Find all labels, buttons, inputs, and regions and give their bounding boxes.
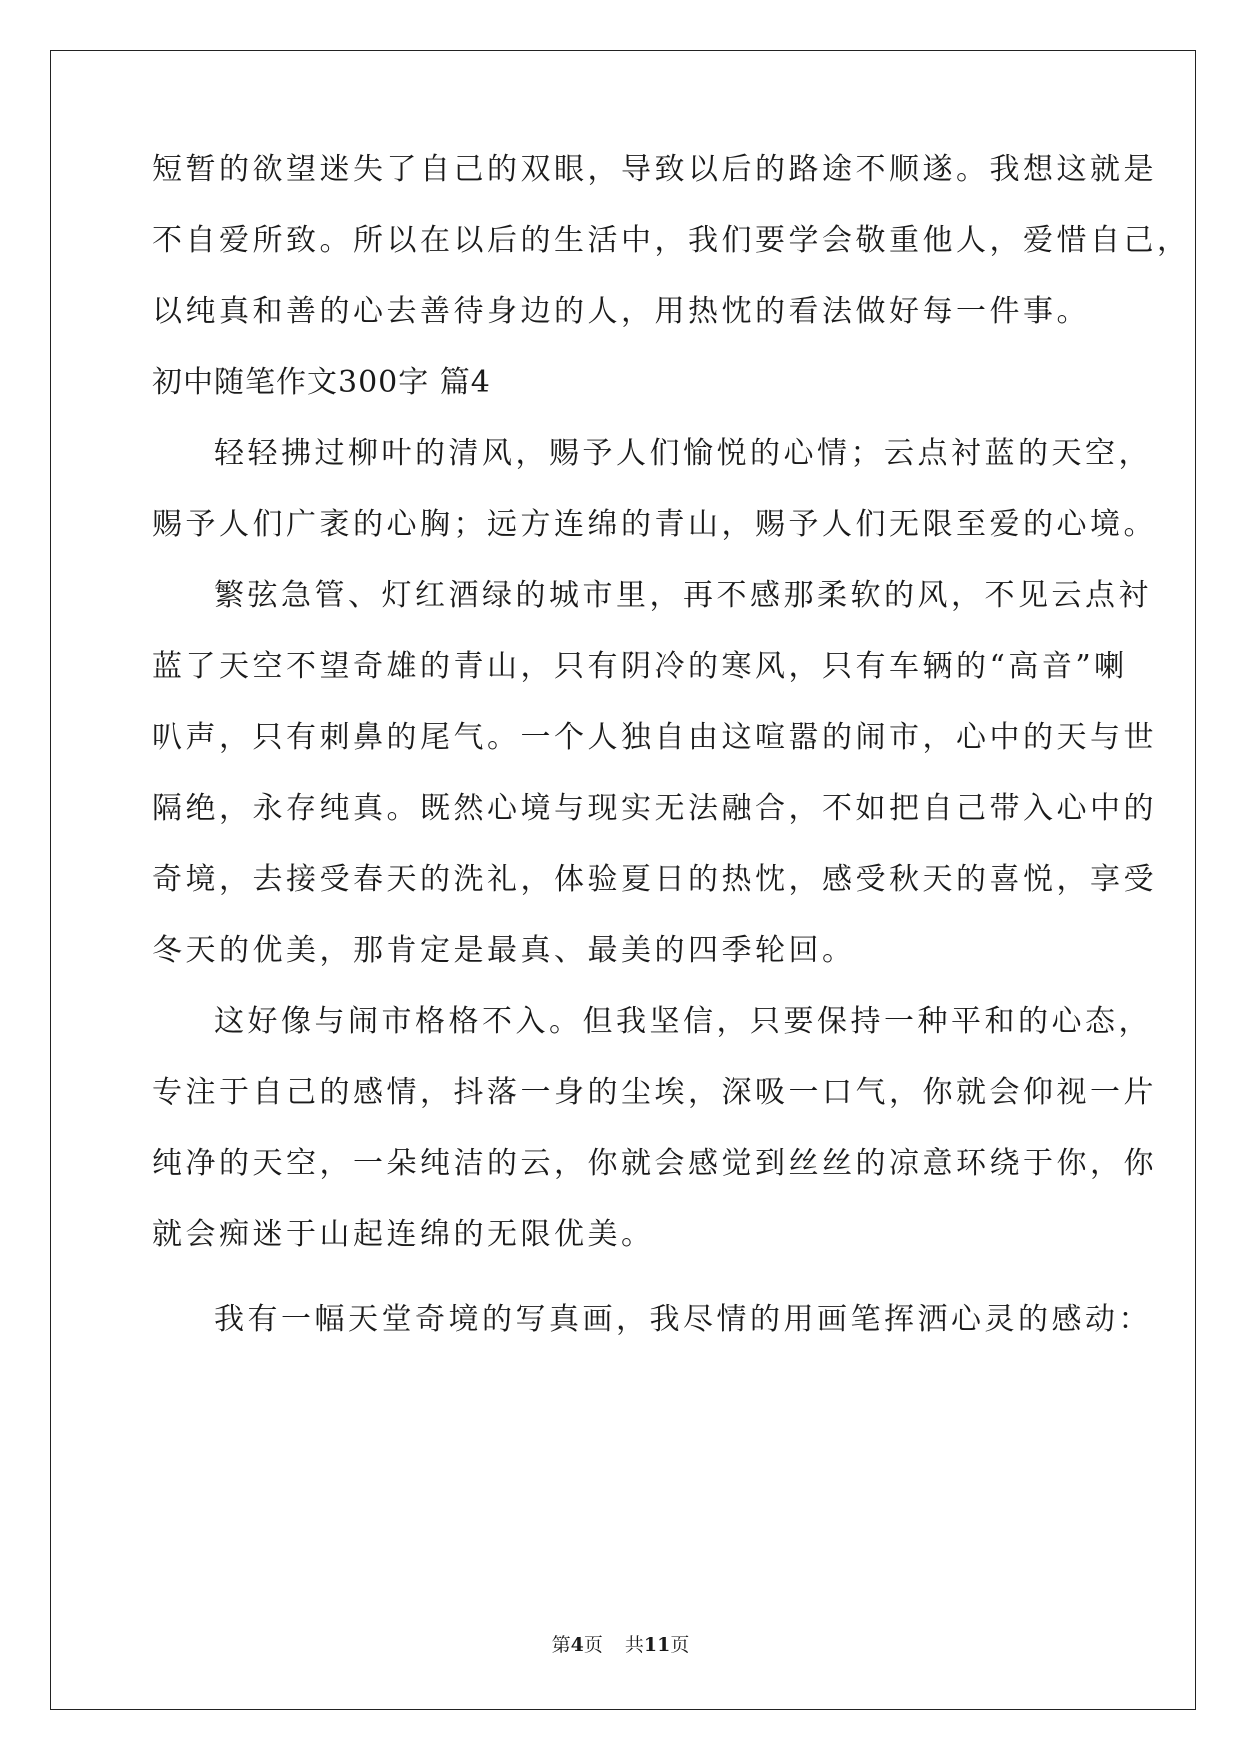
total-suffix: 页	[670, 1634, 690, 1656]
text-line: 蓝了天空不望奇雄的青山，只有阴冷的寒风，只有车辆的“高音”喇	[152, 649, 1128, 684]
text-line: 纯净的天空，一朵纯洁的云，你就会感觉到丝丝的凉意环绕于你，你	[152, 1146, 1157, 1181]
total-pages: 11	[643, 1634, 671, 1656]
text-line: 赐予人们广袤的心胸；远方连绵的青山，赐予人们无限至爱的心境。	[152, 507, 1157, 542]
page-footer	[0, 1633, 1241, 1657]
text-line: 短暂的欲望迷失了自己的双眼，导致以后的路途不顺遂。我想这就是	[152, 152, 1157, 187]
text-line: 就会痴迷于山起连绵的无限优美。	[152, 1217, 655, 1252]
text-line: 叭声，只有刺鼻的尾气。一个人独自由这喧嚣的闹市，心中的天与世	[152, 720, 1157, 755]
text-line: 专注于自己的感情，抖落一身的尘埃，深吸一口气，你就会仰视一片	[152, 1075, 1157, 1110]
paragraph-first-line: 轻轻拂过柳叶的清风，赐予人们愉悦的心情；云点衬蓝的天空，	[214, 436, 1152, 471]
text-line: 奇境，去接受春天的洗礼，体验夏日的热忱，感受秋天的喜悦，享受	[152, 862, 1157, 897]
text-line: 以纯真和善的心去善待身边的人，用热忱的看法做好每一件事。	[152, 294, 1090, 329]
page-number: 4	[570, 1634, 584, 1656]
paragraph-first-line: 这好像与闹市格格不入。但我坚信，只要保持一种平和的心态，	[214, 1004, 1152, 1039]
paragraph-first-line: 我有一幅天堂奇境的写真画，我尽情的用画笔挥洒心灵的感动：	[214, 1302, 1152, 1337]
text-line: 冬天的优美，那肯定是最真、最美的四季轮回。	[152, 933, 856, 968]
page-prefix: 第	[551, 1634, 571, 1656]
section-heading: 初中随笔作文300字 篇4	[152, 365, 491, 400]
text-line: 不自爱所致。所以在以后的生活中，我们要学会敬重他人，爱惜自己，	[152, 223, 1191, 258]
text-line: 隔绝，永存纯真。既然心境与现实无法融合，不如把自己带入心中的	[152, 791, 1157, 826]
total-prefix: 共	[624, 1634, 644, 1656]
paragraph-first-line: 繁弦急管、灯红酒绿的城市里，再不感那柔软的风，不见云点衬	[214, 578, 1152, 613]
page-suffix: 页	[583, 1634, 603, 1656]
